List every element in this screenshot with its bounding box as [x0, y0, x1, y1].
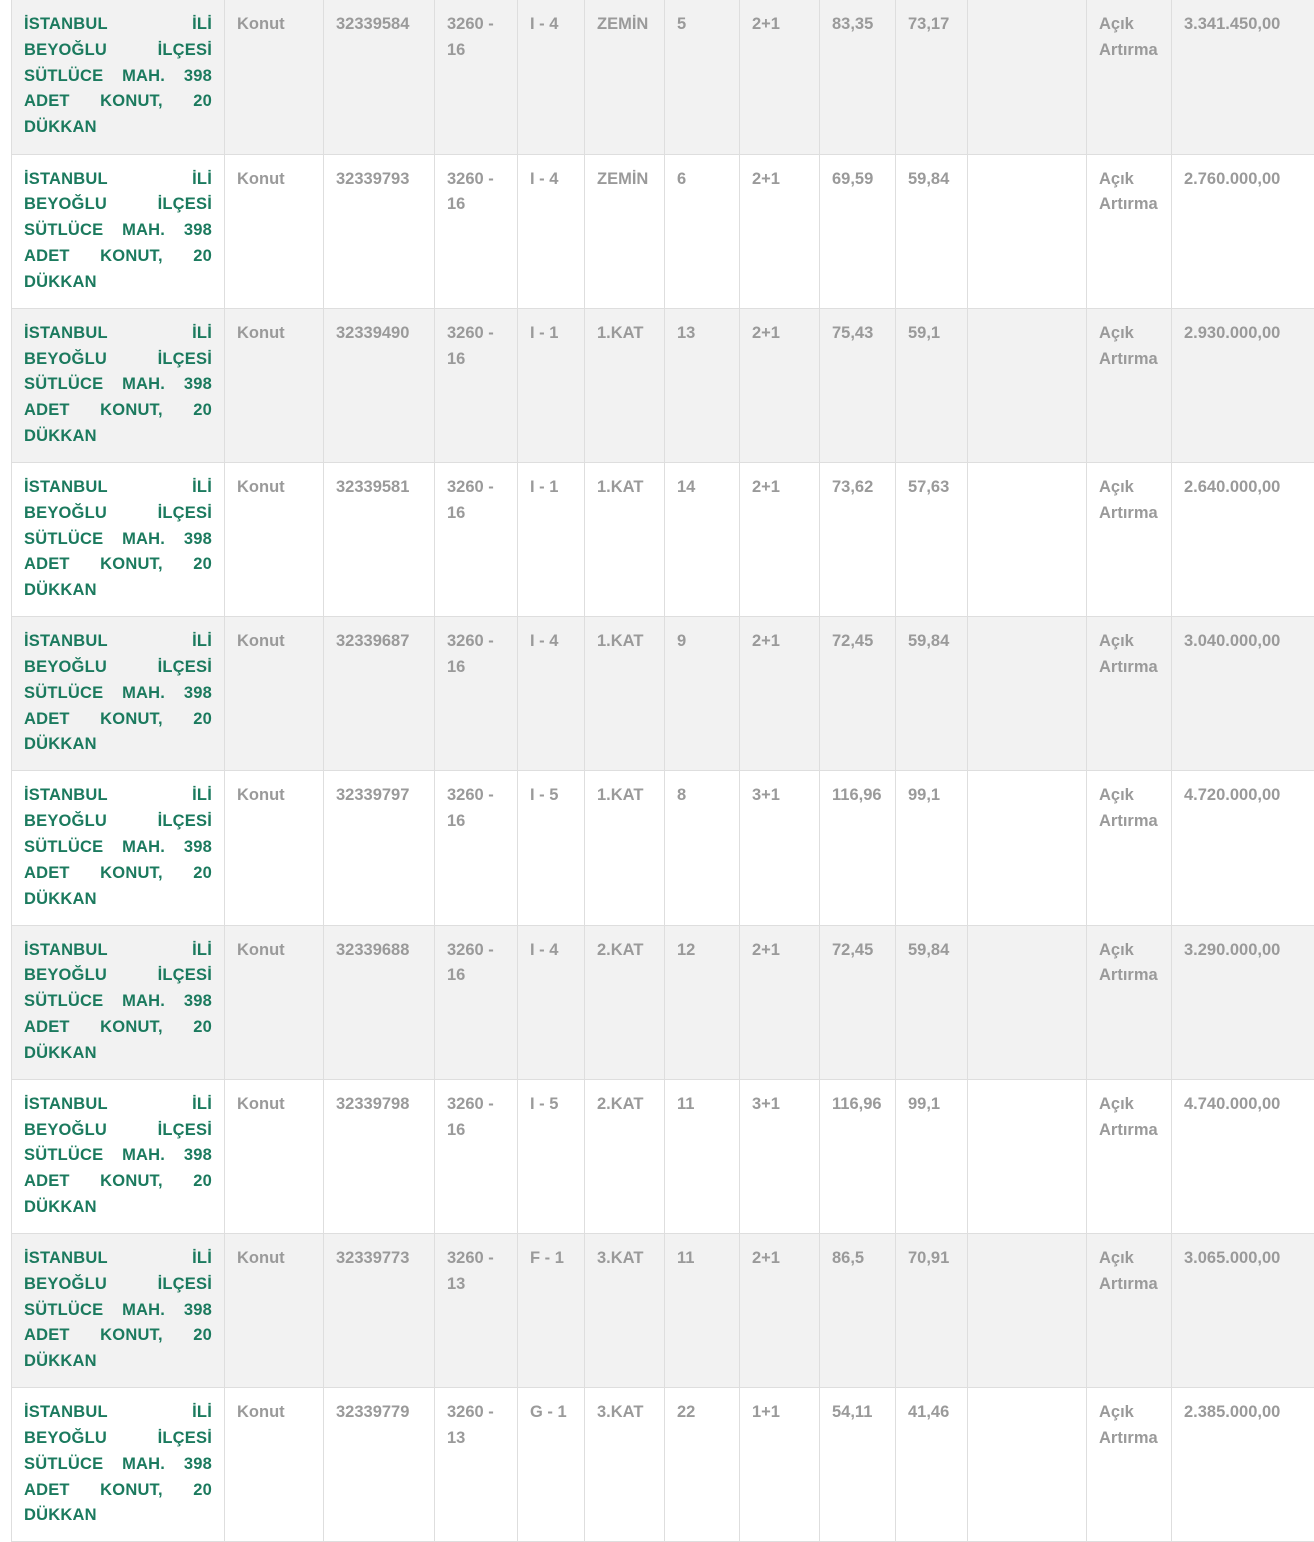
price-cell: 4.720.000,00 — [1172, 771, 1314, 925]
room-count-cell: 3+1 — [740, 771, 820, 925]
price-cell: 3.290.000,00 — [1172, 925, 1314, 1079]
net-area-cell: 70,91 — [896, 1234, 968, 1388]
gross-area-cell: 116,96 — [820, 771, 896, 925]
table-row[interactable] — [12, 308, 1314, 462]
listing-title-cell[interactable] — [12, 463, 225, 617]
price-cell: 2.640.000,00 — [1172, 463, 1314, 617]
floor-cell: 2.KAT — [585, 1079, 665, 1233]
extra-cell — [968, 1388, 1087, 1542]
listing-title-link[interactable]: İSTANBUL İLİ BEYOĞLU İLÇESİ SÜTLÜCE MAH. 398 ADET KONUT, 20 DÜKKAN — [24, 1403, 212, 1524]
gross-area-cell: 75,43 — [820, 308, 896, 462]
listing-id-cell: 32339688 — [324, 925, 435, 1079]
net-area-cell: 41,46 — [896, 1388, 968, 1542]
listing-id-cell: 32339779 — [324, 1388, 435, 1542]
listing-title-link[interactable]: İSTANBUL İLİ BEYOĞLU İLÇESİ SÜTLÜCE MAH. 398 ADET KONUT, 20 DÜKKAN — [24, 324, 212, 445]
extra-cell — [968, 0, 1087, 154]
listing-table — [11, 0, 1314, 1542]
door-number-cell: 9 — [665, 617, 740, 771]
price-cell: 2.385.000,00 — [1172, 1388, 1314, 1542]
parcel-cell: 3260 - 16 — [435, 1079, 518, 1233]
sale-method-cell: Açık Artırma — [1087, 308, 1172, 462]
sale-method-cell: Açık Artırma — [1087, 617, 1172, 771]
listing-id-cell: 32339773 — [324, 1234, 435, 1388]
gross-area-cell: 116,96 — [820, 1079, 896, 1233]
listing-title-cell[interactable] — [12, 1388, 225, 1542]
room-count-cell: 1+1 — [740, 1388, 820, 1542]
room-count-cell: 2+1 — [740, 1234, 820, 1388]
listing-rows — [12, 0, 1314, 1542]
block-cell: I - 4 — [518, 154, 585, 308]
net-area-cell: 99,1 — [896, 771, 968, 925]
parcel-cell: 3260 - 16 — [435, 0, 518, 154]
table-row[interactable] — [12, 0, 1314, 154]
type-cell: Konut — [225, 1388, 324, 1542]
floor-cell: 3.KAT — [585, 1234, 665, 1388]
door-number-cell: 6 — [665, 154, 740, 308]
floor-cell: ZEMİN — [585, 0, 665, 154]
price-cell: 3.341.450,00 — [1172, 0, 1314, 154]
listing-title-link[interactable]: İSTANBUL İLİ BEYOĞLU İLÇESİ SÜTLÜCE MAH. 398 ADET KONUT, 20 DÜKKAN — [24, 15, 212, 136]
floor-cell: 3.KAT — [585, 1388, 665, 1542]
floor-cell: 1.KAT — [585, 617, 665, 771]
block-cell: I - 1 — [518, 463, 585, 617]
type-cell: Konut — [225, 308, 324, 462]
block-cell: I - 5 — [518, 771, 585, 925]
listing-title-cell[interactable] — [12, 308, 225, 462]
net-area-cell: 59,84 — [896, 154, 968, 308]
table-row[interactable] — [12, 925, 1314, 1079]
listing-title-link[interactable]: İSTANBUL İLİ BEYOĞLU İLÇESİ SÜTLÜCE MAH. 398 ADET KONUT, 20 DÜKKAN — [24, 941, 212, 1062]
block-cell: I - 4 — [518, 0, 585, 154]
extra-cell — [968, 1079, 1087, 1233]
listing-title-cell[interactable] — [12, 1079, 225, 1233]
table-row[interactable] — [12, 617, 1314, 771]
room-count-cell: 2+1 — [740, 463, 820, 617]
room-count-cell: 3+1 — [740, 1079, 820, 1233]
parcel-cell: 3260 - 16 — [435, 771, 518, 925]
parcel-cell: 3260 - 13 — [435, 1234, 518, 1388]
type-cell: Konut — [225, 1079, 324, 1233]
price-cell: 2.930.000,00 — [1172, 308, 1314, 462]
table-row[interactable] — [12, 1079, 1314, 1233]
door-number-cell: 13 — [665, 308, 740, 462]
parcel-cell: 3260 - 16 — [435, 308, 518, 462]
listing-id-cell: 32339687 — [324, 617, 435, 771]
gross-area-cell: 83,35 — [820, 0, 896, 154]
extra-cell — [968, 771, 1087, 925]
block-cell: I - 4 — [518, 925, 585, 1079]
extra-cell — [968, 308, 1087, 462]
price-cell: 2.760.000,00 — [1172, 154, 1314, 308]
listing-id-cell: 32339797 — [324, 771, 435, 925]
door-number-cell: 11 — [665, 1079, 740, 1233]
extra-cell — [968, 1234, 1087, 1388]
listing-title-cell[interactable] — [12, 0, 225, 154]
gross-area-cell: 69,59 — [820, 154, 896, 308]
gross-area-cell: 72,45 — [820, 617, 896, 771]
room-count-cell: 2+1 — [740, 154, 820, 308]
parcel-cell: 3260 - 16 — [435, 154, 518, 308]
extra-cell — [968, 463, 1087, 617]
sale-method-cell: Açık Artırma — [1087, 1388, 1172, 1542]
floor-cell: ZEMİN — [585, 154, 665, 308]
block-cell: I - 4 — [518, 617, 585, 771]
block-cell: I - 1 — [518, 308, 585, 462]
floor-cell: 1.KAT — [585, 308, 665, 462]
table-row[interactable] — [12, 1388, 1314, 1542]
room-count-cell: 2+1 — [740, 925, 820, 1079]
listing-id-cell: 32339798 — [324, 1079, 435, 1233]
parcel-cell: 3260 - 13 — [435, 1388, 518, 1542]
listing-title-cell[interactable] — [12, 771, 225, 925]
net-area-cell: 59,84 — [896, 925, 968, 1079]
parcel-cell: 3260 - 16 — [435, 617, 518, 771]
type-cell: Konut — [225, 154, 324, 308]
listing-id-cell: 32339490 — [324, 308, 435, 462]
sale-method-cell: Açık Artırma — [1087, 1234, 1172, 1388]
listing-id-cell: 32339793 — [324, 154, 435, 308]
block-cell: I - 5 — [518, 1079, 585, 1233]
sale-method-cell: Açık Artırma — [1087, 154, 1172, 308]
price-cell: 3.040.000,00 — [1172, 617, 1314, 771]
room-count-cell: 2+1 — [740, 617, 820, 771]
door-number-cell: 5 — [665, 0, 740, 154]
sale-method-cell: Açık Artırma — [1087, 0, 1172, 154]
door-number-cell: 22 — [665, 1388, 740, 1542]
listing-title-cell[interactable] — [12, 617, 225, 771]
table-row[interactable] — [12, 154, 1314, 308]
floor-cell: 2.KAT — [585, 925, 665, 1079]
block-cell: G - 1 — [518, 1388, 585, 1542]
listing-title-cell[interactable] — [12, 925, 225, 1079]
room-count-cell: 2+1 — [740, 0, 820, 154]
extra-cell — [968, 925, 1087, 1079]
extra-cell — [968, 617, 1087, 771]
net-area-cell: 57,63 — [896, 463, 968, 617]
listing-title-cell[interactable] — [12, 154, 225, 308]
net-area-cell: 59,84 — [896, 617, 968, 771]
type-cell: Konut — [225, 1234, 324, 1388]
block-cell: F - 1 — [518, 1234, 585, 1388]
price-cell: 3.065.000,00 — [1172, 1234, 1314, 1388]
floor-cell: 1.KAT — [585, 463, 665, 617]
type-cell: Konut — [225, 463, 324, 617]
price-cell: 4.740.000,00 — [1172, 1079, 1314, 1233]
type-cell: Konut — [225, 771, 324, 925]
sale-method-cell: Açık Artırma — [1087, 463, 1172, 617]
gross-area-cell: 86,5 — [820, 1234, 896, 1388]
door-number-cell: 14 — [665, 463, 740, 617]
sale-method-cell: Açık Artırma — [1087, 1079, 1172, 1233]
listing-id-cell: 32339584 — [324, 0, 435, 154]
listing-title-link[interactable]: İSTANBUL İLİ BEYOĞLU İLÇESİ SÜTLÜCE MAH. 398 ADET KONUT, 20 DÜKKAN — [24, 786, 212, 907]
parcel-cell: 3260 - 16 — [435, 925, 518, 1079]
parcel-cell: 3260 - 16 — [435, 463, 518, 617]
net-area-cell: 73,17 — [896, 0, 968, 154]
listing-title-link[interactable]: İSTANBUL İLİ BEYOĞLU İLÇESİ SÜTLÜCE MAH. 398 ADET KONUT, 20 DÜKKAN — [24, 170, 212, 291]
type-cell: Konut — [225, 0, 324, 154]
extra-cell — [968, 154, 1087, 308]
sale-method-cell: Açık Artırma — [1087, 925, 1172, 1079]
floor-cell: 1.KAT — [585, 771, 665, 925]
listing-id-cell: 32339581 — [324, 463, 435, 617]
listing-title-link[interactable]: İSTANBUL İLİ BEYOĞLU İLÇESİ SÜTLÜCE MAH. 398 ADET KONUT, 20 DÜKKAN — [24, 632, 212, 753]
type-cell: Konut — [225, 617, 324, 771]
table-row[interactable] — [12, 1234, 1314, 1388]
sale-method-cell: Açık Artırma — [1087, 771, 1172, 925]
listing-table-container — [11, 0, 1314, 1542]
room-count-cell: 2+1 — [740, 308, 820, 462]
door-number-cell: 11 — [665, 1234, 740, 1388]
table-row[interactable] — [12, 771, 1314, 925]
table-row[interactable] — [12, 463, 1314, 617]
listing-title-link[interactable]: İSTANBUL İLİ BEYOĞLU İLÇESİ SÜTLÜCE MAH. 398 ADET KONUT, 20 DÜKKAN — [24, 478, 212, 599]
net-area-cell: 59,1 — [896, 308, 968, 462]
door-number-cell: 12 — [665, 925, 740, 1079]
listing-title-link[interactable]: İSTANBUL İLİ BEYOĞLU İLÇESİ SÜTLÜCE MAH. 398 ADET KONUT, 20 DÜKKAN — [24, 1095, 212, 1216]
gross-area-cell: 73,62 — [820, 463, 896, 617]
net-area-cell: 99,1 — [896, 1079, 968, 1233]
listing-title-link[interactable]: İSTANBUL İLİ BEYOĞLU İLÇESİ SÜTLÜCE MAH. 398 ADET KONUT, 20 DÜKKAN — [24, 1249, 212, 1370]
gross-area-cell: 72,45 — [820, 925, 896, 1079]
listing-title-cell[interactable] — [12, 1234, 225, 1388]
gross-area-cell: 54,11 — [820, 1388, 896, 1542]
door-number-cell: 8 — [665, 771, 740, 925]
type-cell: Konut — [225, 925, 324, 1079]
